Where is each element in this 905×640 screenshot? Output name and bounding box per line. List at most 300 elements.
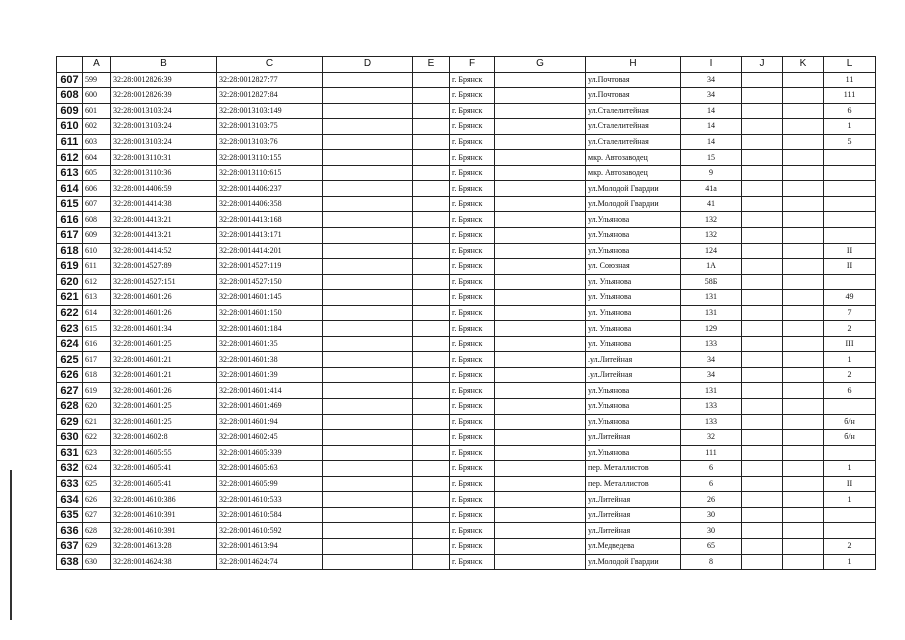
cell-i[interactable]: 41 (681, 196, 742, 212)
column-header-c[interactable]: C (217, 57, 323, 73)
cell-g[interactable] (495, 336, 586, 352)
cell-k[interactable] (783, 181, 824, 197)
cell-k[interactable] (783, 134, 824, 150)
cell-k[interactable] (783, 492, 824, 508)
cell-f[interactable]: г. Брянск (450, 212, 495, 228)
cell-d[interactable] (323, 259, 413, 275)
cell-g[interactable] (495, 507, 586, 523)
cell-i[interactable]: 131 (681, 290, 742, 306)
cell-b[interactable]: 32:28:0014624:38 (111, 554, 217, 570)
cell-a[interactable]: 605 (83, 165, 111, 181)
cell-l[interactable]: 1 (824, 492, 876, 508)
cell-c[interactable]: 32:28:0014601:94 (217, 414, 323, 430)
cell-j[interactable] (742, 228, 783, 244)
cell-a[interactable]: 614 (83, 305, 111, 321)
column-header-a[interactable]: A (83, 57, 111, 73)
cell-e[interactable] (413, 492, 450, 508)
cell-d[interactable] (323, 88, 413, 104)
cell-c[interactable]: 32:28:0014601:35 (217, 336, 323, 352)
cell-b[interactable]: 32:28:0012826:39 (111, 88, 217, 104)
cell-h[interactable]: ул. Союзная (586, 259, 681, 275)
cell-i[interactable]: 1А (681, 259, 742, 275)
cell-h[interactable]: пер. Металлистов (586, 476, 681, 492)
cell-e[interactable] (413, 196, 450, 212)
cell-i[interactable]: 30 (681, 523, 742, 539)
cell-c[interactable]: 32:28:0013103:149 (217, 103, 323, 119)
cell-l[interactable] (824, 523, 876, 539)
cell-d[interactable] (323, 367, 413, 383)
row-number[interactable]: 631 (57, 445, 83, 461)
cell-j[interactable] (742, 212, 783, 228)
column-header-h[interactable]: H (586, 57, 681, 73)
cell-c[interactable]: 32:28:0014624:74 (217, 554, 323, 570)
cell-h[interactable]: ул.Ульянова (586, 212, 681, 228)
cell-j[interactable] (742, 492, 783, 508)
cell-a[interactable]: 617 (83, 352, 111, 368)
cell-f[interactable]: г. Брянск (450, 243, 495, 259)
cell-i[interactable]: 26 (681, 492, 742, 508)
cell-g[interactable] (495, 554, 586, 570)
cell-d[interactable] (323, 414, 413, 430)
cell-l[interactable]: 11 (824, 72, 876, 88)
cell-b[interactable]: 32:28:0014601:21 (111, 367, 217, 383)
column-header-d[interactable]: D (323, 57, 413, 73)
cell-c[interactable]: 32:28:0013110:155 (217, 150, 323, 166)
cell-j[interactable] (742, 259, 783, 275)
cell-e[interactable] (413, 88, 450, 104)
cell-l[interactable] (824, 445, 876, 461)
cell-c[interactable]: 32:28:0014602:45 (217, 430, 323, 446)
cell-g[interactable] (495, 367, 586, 383)
cell-j[interactable] (742, 150, 783, 166)
cell-k[interactable] (783, 88, 824, 104)
cell-g[interactable] (495, 165, 586, 181)
cell-c[interactable]: 32:28:0013103:76 (217, 134, 323, 150)
cell-f[interactable]: г. Брянск (450, 492, 495, 508)
column-header-j[interactable]: J (742, 57, 783, 73)
cell-h[interactable]: ул.Ульянова (586, 228, 681, 244)
cell-d[interactable] (323, 336, 413, 352)
cell-e[interactable] (413, 150, 450, 166)
column-header-i[interactable]: I (681, 57, 742, 73)
cell-j[interactable] (742, 399, 783, 415)
cell-h[interactable]: ул.Ульянова (586, 399, 681, 415)
cell-a[interactable]: 621 (83, 414, 111, 430)
cell-j[interactable] (742, 134, 783, 150)
cell-i[interactable]: 133 (681, 414, 742, 430)
cell-b[interactable]: 32:28:0013103:24 (111, 103, 217, 119)
row-number[interactable]: 608 (57, 88, 83, 104)
column-header-e[interactable]: E (413, 57, 450, 73)
row-number[interactable]: 623 (57, 321, 83, 337)
cell-g[interactable] (495, 414, 586, 430)
cell-e[interactable] (413, 165, 450, 181)
cell-f[interactable]: г. Брянск (450, 507, 495, 523)
row-number[interactable]: 637 (57, 538, 83, 554)
cell-i[interactable]: 15 (681, 150, 742, 166)
cell-c[interactable]: 32:28:0014406:358 (217, 196, 323, 212)
row-number[interactable]: 626 (57, 367, 83, 383)
cell-b[interactable]: 32:28:0014601:26 (111, 290, 217, 306)
cell-g[interactable] (495, 383, 586, 399)
cell-d[interactable] (323, 212, 413, 228)
cell-h[interactable]: мкр. Автозаводец (586, 150, 681, 166)
row-number[interactable]: 607 (57, 72, 83, 88)
cell-k[interactable] (783, 103, 824, 119)
cell-g[interactable] (495, 290, 586, 306)
cell-h[interactable]: ул. Ульянова (586, 336, 681, 352)
cell-l[interactable] (824, 196, 876, 212)
cell-e[interactable] (413, 430, 450, 446)
cell-k[interactable] (783, 383, 824, 399)
cell-j[interactable] (742, 476, 783, 492)
cell-d[interactable] (323, 274, 413, 290)
row-number[interactable]: 609 (57, 103, 83, 119)
cell-e[interactable] (413, 538, 450, 554)
cell-k[interactable] (783, 352, 824, 368)
cell-e[interactable] (413, 290, 450, 306)
cell-h[interactable]: .ул.Литейная (586, 352, 681, 368)
cell-j[interactable] (742, 352, 783, 368)
cell-j[interactable] (742, 103, 783, 119)
cell-b[interactable]: 32:28:0014605:55 (111, 445, 217, 461)
cell-c[interactable]: 32:28:0014414:201 (217, 243, 323, 259)
cell-g[interactable] (495, 430, 586, 446)
cell-j[interactable] (742, 445, 783, 461)
cell-d[interactable] (323, 383, 413, 399)
cell-e[interactable] (413, 72, 450, 88)
cell-e[interactable] (413, 228, 450, 244)
cell-j[interactable] (742, 243, 783, 259)
cell-j[interactable] (742, 321, 783, 337)
cell-b[interactable]: 32:28:0014601:21 (111, 352, 217, 368)
cell-k[interactable] (783, 336, 824, 352)
cell-j[interactable] (742, 554, 783, 570)
cell-l[interactable]: II (824, 259, 876, 275)
cell-j[interactable] (742, 305, 783, 321)
cell-a[interactable]: 616 (83, 336, 111, 352)
cell-j[interactable] (742, 461, 783, 477)
cell-f[interactable]: г. Брянск (450, 414, 495, 430)
cell-j[interactable] (742, 523, 783, 539)
cell-a[interactable]: 602 (83, 119, 111, 135)
cell-g[interactable] (495, 399, 586, 415)
cell-g[interactable] (495, 492, 586, 508)
cell-g[interactable] (495, 212, 586, 228)
cell-l[interactable]: б/н (824, 430, 876, 446)
cell-a[interactable]: 625 (83, 476, 111, 492)
cell-c[interactable]: 32:28:0012827:77 (217, 72, 323, 88)
column-header-l[interactable]: L (824, 57, 876, 73)
cell-i[interactable]: 34 (681, 72, 742, 88)
cell-b[interactable]: 32:28:0014610:386 (111, 492, 217, 508)
cell-d[interactable] (323, 523, 413, 539)
cell-e[interactable] (413, 476, 450, 492)
cell-b[interactable]: 32:28:0013110:31 (111, 150, 217, 166)
row-number[interactable]: 627 (57, 383, 83, 399)
cell-k[interactable] (783, 72, 824, 88)
cell-g[interactable] (495, 538, 586, 554)
row-number[interactable]: 633 (57, 476, 83, 492)
cell-g[interactable] (495, 305, 586, 321)
cell-a[interactable]: 618 (83, 367, 111, 383)
cell-h[interactable]: ул.Сталелитейная (586, 119, 681, 135)
cell-b[interactable]: 32:28:0014413:21 (111, 228, 217, 244)
cell-g[interactable] (495, 119, 586, 135)
cell-b[interactable]: 32:28:0014610:391 (111, 523, 217, 539)
cell-i[interactable]: 133 (681, 399, 742, 415)
cell-f[interactable]: г. Брянск (450, 399, 495, 415)
cell-g[interactable] (495, 274, 586, 290)
cell-l[interactable]: 2 (824, 321, 876, 337)
cell-h[interactable]: ул.Сталелитейная (586, 103, 681, 119)
cell-e[interactable] (413, 461, 450, 477)
cell-k[interactable] (783, 119, 824, 135)
cell-k[interactable] (783, 399, 824, 415)
cell-a[interactable]: 626 (83, 492, 111, 508)
cell-a[interactable]: 619 (83, 383, 111, 399)
cell-e[interactable] (413, 212, 450, 228)
cell-k[interactable] (783, 196, 824, 212)
cell-f[interactable]: г. Брянск (450, 321, 495, 337)
cell-f[interactable]: г. Брянск (450, 305, 495, 321)
row-number[interactable]: 611 (57, 134, 83, 150)
cell-a[interactable]: 603 (83, 134, 111, 150)
cell-e[interactable] (413, 181, 450, 197)
cell-l[interactable]: 6 (824, 103, 876, 119)
cell-i[interactable]: 41а (681, 181, 742, 197)
cell-c[interactable]: 32:28:0014605:99 (217, 476, 323, 492)
cell-d[interactable] (323, 290, 413, 306)
cell-a[interactable]: 611 (83, 259, 111, 275)
cell-a[interactable]: 610 (83, 243, 111, 259)
row-number[interactable]: 617 (57, 228, 83, 244)
cell-d[interactable] (323, 243, 413, 259)
cell-b[interactable]: 32:28:0014413:21 (111, 212, 217, 228)
cell-h[interactable]: ул.Литейная (586, 507, 681, 523)
cell-b[interactable]: 32:28:0014605:41 (111, 461, 217, 477)
row-number[interactable]: 610 (57, 119, 83, 135)
cell-g[interactable] (495, 243, 586, 259)
row-number[interactable]: 618 (57, 243, 83, 259)
row-number[interactable]: 628 (57, 399, 83, 415)
row-number[interactable]: 632 (57, 461, 83, 477)
row-number[interactable]: 621 (57, 290, 83, 306)
cell-k[interactable] (783, 321, 824, 337)
column-header-b[interactable]: B (111, 57, 217, 73)
cell-g[interactable] (495, 321, 586, 337)
cell-a[interactable]: 630 (83, 554, 111, 570)
cell-i[interactable]: 65 (681, 538, 742, 554)
cell-a[interactable]: 620 (83, 399, 111, 415)
cell-b[interactable]: 32:28:0014601:26 (111, 305, 217, 321)
cell-g[interactable] (495, 196, 586, 212)
cell-i[interactable]: 131 (681, 305, 742, 321)
cell-k[interactable] (783, 414, 824, 430)
cell-f[interactable]: г. Брянск (450, 165, 495, 181)
cell-f[interactable]: г. Брянск (450, 290, 495, 306)
cell-b[interactable]: 32:28:0014601:25 (111, 414, 217, 430)
cell-c[interactable]: 32:28:0014601:145 (217, 290, 323, 306)
cell-j[interactable] (742, 430, 783, 446)
cell-g[interactable] (495, 103, 586, 119)
cell-a[interactable]: 604 (83, 150, 111, 166)
cell-f[interactable]: г. Брянск (450, 352, 495, 368)
cell-b[interactable]: 32:28:0013103:24 (111, 119, 217, 135)
cell-f[interactable]: г. Брянск (450, 430, 495, 446)
corner-cell[interactable] (57, 57, 83, 73)
cell-e[interactable] (413, 507, 450, 523)
cell-i[interactable]: 14 (681, 134, 742, 150)
cell-h[interactable]: ул.Ульянова (586, 445, 681, 461)
cell-c[interactable]: 32:28:0013103:75 (217, 119, 323, 135)
cell-k[interactable] (783, 212, 824, 228)
cell-c[interactable]: 32:28:0014610:533 (217, 492, 323, 508)
cell-f[interactable]: г. Брянск (450, 383, 495, 399)
cell-h[interactable]: .ул.Литейная (586, 367, 681, 383)
cell-d[interactable] (323, 150, 413, 166)
row-number[interactable]: 614 (57, 181, 83, 197)
cell-a[interactable]: 623 (83, 445, 111, 461)
cell-d[interactable] (323, 554, 413, 570)
cell-e[interactable] (413, 399, 450, 415)
cell-l[interactable]: 5 (824, 134, 876, 150)
cell-i[interactable]: 8 (681, 554, 742, 570)
cell-e[interactable] (413, 367, 450, 383)
cell-j[interactable] (742, 181, 783, 197)
cell-c[interactable]: 32:28:0014610:584 (217, 507, 323, 523)
cell-c[interactable]: 32:28:0014406:237 (217, 181, 323, 197)
cell-j[interactable] (742, 367, 783, 383)
cell-e[interactable] (413, 259, 450, 275)
cell-c[interactable]: 32:28:0014605:63 (217, 461, 323, 477)
cell-i[interactable]: 129 (681, 321, 742, 337)
cell-b[interactable]: 32:28:0014601:25 (111, 399, 217, 415)
cell-d[interactable] (323, 538, 413, 554)
cell-k[interactable] (783, 430, 824, 446)
cell-d[interactable] (323, 181, 413, 197)
cell-i[interactable]: 34 (681, 367, 742, 383)
cell-l[interactable]: 49 (824, 290, 876, 306)
cell-f[interactable]: г. Брянск (450, 228, 495, 244)
cell-g[interactable] (495, 523, 586, 539)
cell-h[interactable]: ул.Почтовая (586, 88, 681, 104)
cell-d[interactable] (323, 119, 413, 135)
cell-a[interactable]: 607 (83, 196, 111, 212)
cell-e[interactable] (413, 134, 450, 150)
cell-k[interactable] (783, 523, 824, 539)
cell-a[interactable]: 624 (83, 461, 111, 477)
cell-b[interactable]: 32:28:0014414:38 (111, 196, 217, 212)
cell-k[interactable] (783, 305, 824, 321)
cell-f[interactable]: г. Брянск (450, 88, 495, 104)
cell-d[interactable] (323, 103, 413, 119)
cell-g[interactable] (495, 352, 586, 368)
cell-f[interactable]: г. Брянск (450, 119, 495, 135)
cell-i[interactable]: 30 (681, 507, 742, 523)
cell-k[interactable] (783, 165, 824, 181)
cell-k[interactable] (783, 259, 824, 275)
cell-l[interactable] (824, 399, 876, 415)
cell-b[interactable]: 32:28:0012826:39 (111, 72, 217, 88)
cell-a[interactable]: 612 (83, 274, 111, 290)
cell-d[interactable] (323, 399, 413, 415)
cell-l[interactable]: 1 (824, 554, 876, 570)
row-number[interactable]: 624 (57, 336, 83, 352)
cell-g[interactable] (495, 150, 586, 166)
cell-d[interactable] (323, 445, 413, 461)
cell-l[interactable]: 6 (824, 383, 876, 399)
cell-e[interactable] (413, 243, 450, 259)
cell-g[interactable] (495, 134, 586, 150)
cell-i[interactable]: 32 (681, 430, 742, 446)
cell-a[interactable]: 609 (83, 228, 111, 244)
cell-f[interactable]: г. Брянск (450, 461, 495, 477)
cell-b[interactable]: 32:28:0014613:28 (111, 538, 217, 554)
cell-f[interactable]: г. Брянск (450, 196, 495, 212)
cell-j[interactable] (742, 119, 783, 135)
cell-f[interactable]: г. Брянск (450, 134, 495, 150)
cell-b[interactable]: 32:28:0014527:89 (111, 259, 217, 275)
cell-f[interactable]: г. Брянск (450, 367, 495, 383)
cell-f[interactable]: г. Брянск (450, 476, 495, 492)
cell-d[interactable] (323, 476, 413, 492)
cell-j[interactable] (742, 383, 783, 399)
cell-a[interactable]: 599 (83, 72, 111, 88)
cell-l[interactable] (824, 228, 876, 244)
cell-h[interactable]: ул. Ульянова (586, 274, 681, 290)
cell-b[interactable]: 32:28:0014527:151 (111, 274, 217, 290)
cell-d[interactable] (323, 321, 413, 337)
cell-i[interactable]: 133 (681, 336, 742, 352)
cell-h[interactable]: ул.Литейная (586, 430, 681, 446)
cell-i[interactable]: 111 (681, 445, 742, 461)
cell-l[interactable]: 7 (824, 305, 876, 321)
cell-f[interactable]: г. Брянск (450, 445, 495, 461)
cell-k[interactable] (783, 461, 824, 477)
cell-c[interactable]: 32:28:0014527:150 (217, 274, 323, 290)
cell-b[interactable]: 32:28:0014414:52 (111, 243, 217, 259)
cell-g[interactable] (495, 445, 586, 461)
cell-k[interactable] (783, 243, 824, 259)
cell-a[interactable]: 608 (83, 212, 111, 228)
cell-k[interactable] (783, 476, 824, 492)
cell-k[interactable] (783, 274, 824, 290)
cell-l[interactable]: III (824, 336, 876, 352)
column-header-k[interactable]: K (783, 57, 824, 73)
cell-e[interactable] (413, 383, 450, 399)
cell-e[interactable] (413, 554, 450, 570)
cell-c[interactable]: 32:28:0012827:84 (217, 88, 323, 104)
cell-f[interactable]: г. Брянск (450, 181, 495, 197)
row-number[interactable]: 635 (57, 507, 83, 523)
cell-j[interactable] (742, 290, 783, 306)
cell-l[interactable]: 111 (824, 88, 876, 104)
cell-k[interactable] (783, 507, 824, 523)
cell-f[interactable]: г. Брянск (450, 150, 495, 166)
cell-d[interactable] (323, 72, 413, 88)
cell-i[interactable]: 132 (681, 212, 742, 228)
cell-h[interactable]: ул.Ульянова (586, 414, 681, 430)
cell-l[interactable] (824, 165, 876, 181)
cell-b[interactable]: 32:28:0013103:24 (111, 134, 217, 150)
cell-c[interactable]: 32:28:0013110:615 (217, 165, 323, 181)
cell-d[interactable] (323, 507, 413, 523)
cell-e[interactable] (413, 336, 450, 352)
cell-e[interactable] (413, 103, 450, 119)
cell-h[interactable]: ул. Ульянова (586, 321, 681, 337)
cell-l[interactable] (824, 212, 876, 228)
